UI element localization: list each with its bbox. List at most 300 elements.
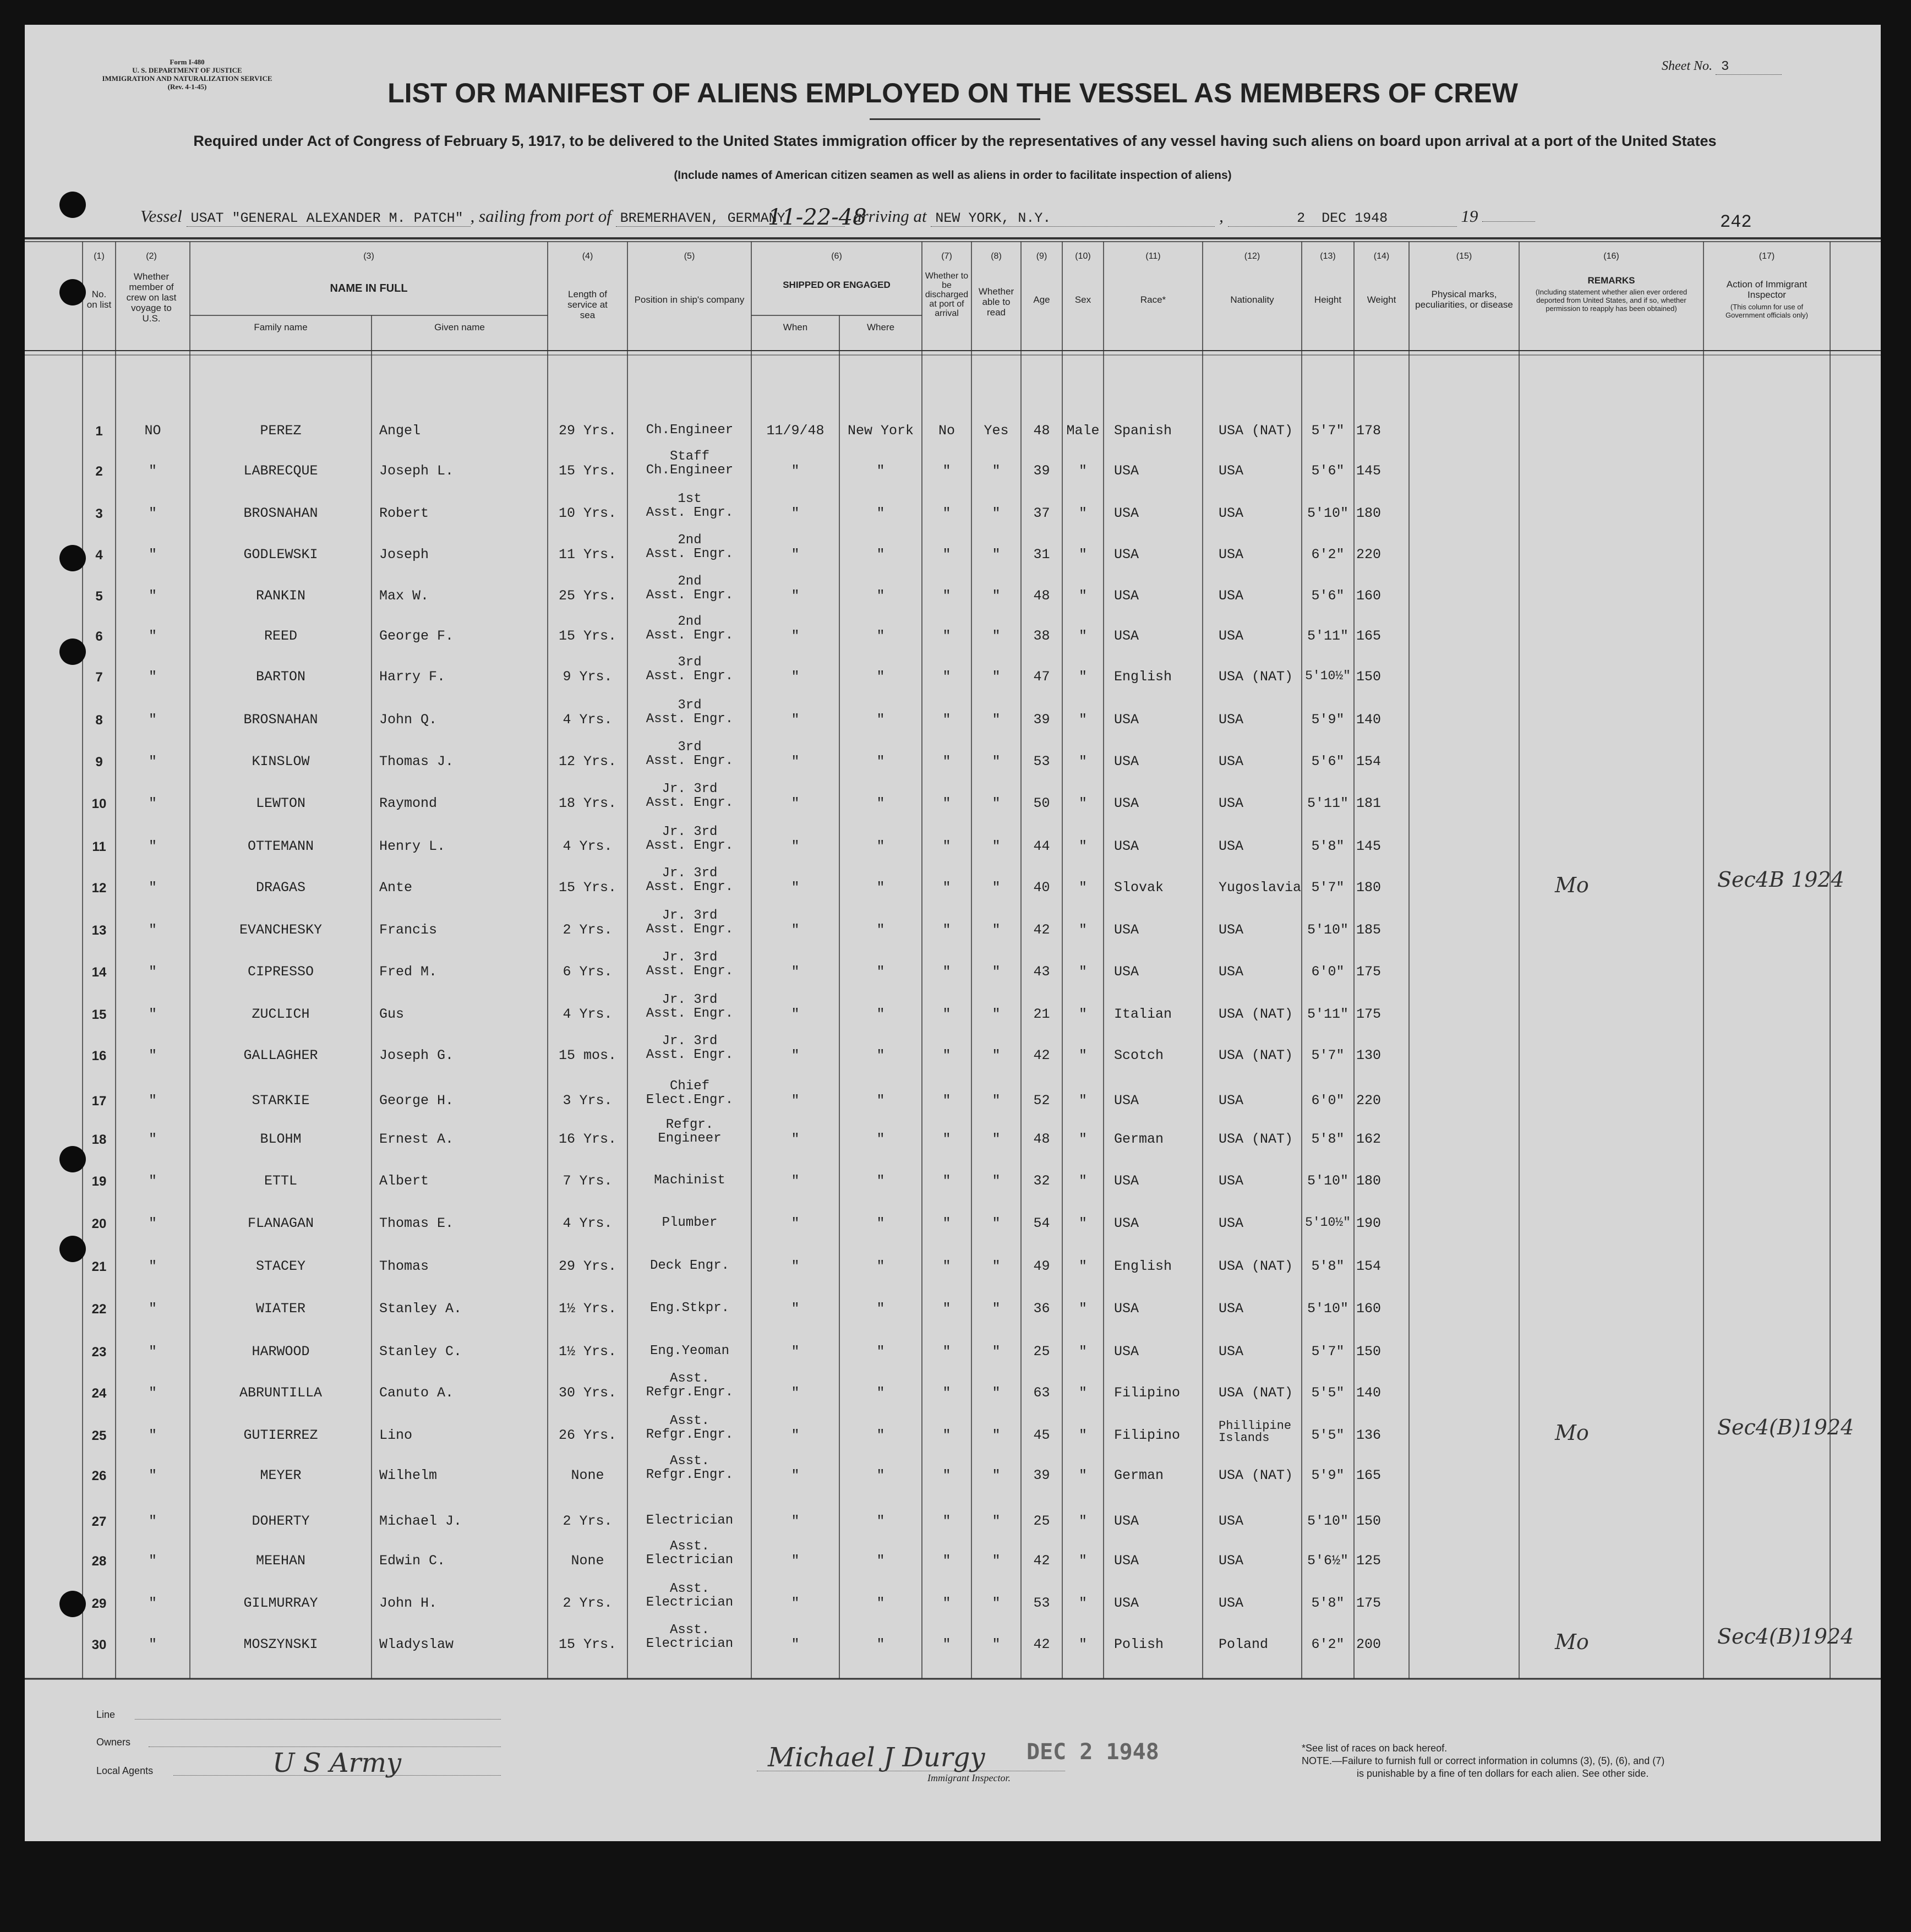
row-number: 19: [91, 1174, 107, 1189]
able-to-read-cell: ": [992, 922, 1001, 938]
service-length-cell: 11 Yrs.: [558, 547, 617, 563]
nationality-cell: USA: [1219, 1093, 1244, 1109]
race-cell: USA: [1114, 1344, 1139, 1360]
position-line: Asst. Engr.: [646, 505, 734, 520]
crew-last-voyage-cell: ": [148, 1006, 157, 1022]
height-cell: 5'10½": [1305, 669, 1351, 683]
crew-last-voyage-cell: ": [148, 505, 157, 521]
shipped-where-cell: ": [876, 1173, 885, 1189]
discharged-cell: ": [942, 1595, 951, 1611]
nationality-cell: USA: [1219, 547, 1244, 563]
nationality-cell: USA (NAT): [1219, 669, 1293, 685]
discharged-cell: ": [942, 1385, 951, 1401]
revision: (Rev. 4-1-45): [167, 83, 207, 91]
height-cell: 5'6": [1311, 463, 1345, 479]
shipped-where-cell: ": [876, 712, 885, 728]
crew-last-voyage-cell: ": [148, 669, 157, 685]
position-line: Ch.Engineer: [646, 463, 734, 478]
discharged-cell: ": [942, 1553, 951, 1569]
race-cell: Slovak: [1114, 880, 1164, 896]
crew-last-voyage-cell: ": [148, 1301, 157, 1317]
sex-cell: ": [1078, 1385, 1087, 1401]
height-cell: 5'5": [1311, 1427, 1345, 1443]
family-name-cell: GALLAGHER: [243, 1047, 318, 1063]
sheet-value: 3: [1716, 59, 1782, 75]
position-cell: [629, 951, 751, 978]
sex-cell: ": [1078, 964, 1087, 980]
able-to-read-cell: ": [992, 1131, 1001, 1147]
service-length-cell: 10 Yrs.: [558, 505, 617, 521]
shipped-when-cell: ": [791, 1344, 800, 1360]
given-name-cell: Raymond: [379, 795, 438, 811]
position-cell: [629, 1202, 751, 1230]
shipped-where-cell: ": [876, 588, 885, 604]
shipped-when-cell: ": [791, 922, 800, 938]
sex-cell: ": [1078, 1595, 1087, 1611]
crew-last-voyage-cell: ": [148, 838, 157, 854]
col-label-6: SHIPPED OR ENGAGED: [783, 280, 891, 290]
discharged-cell: ": [942, 795, 951, 811]
family-name-cell: LABRECQUE: [243, 463, 318, 479]
service-length-cell: 2 Yrs.: [563, 1513, 613, 1529]
shipped-when-cell: 11/9/48: [766, 423, 825, 439]
col-label-given: Given name: [434, 322, 485, 332]
position-line: Jr. 3rd: [662, 866, 718, 881]
service-length-cell: 1½ Yrs.: [558, 1344, 617, 1360]
family-name-cell: BROSNAHAN: [243, 505, 318, 521]
height-cell: 5'7": [1311, 1047, 1345, 1063]
service-length-cell: 16 Yrs.: [558, 1131, 617, 1147]
position-cell: [629, 533, 751, 561]
age-cell: 40: [1033, 880, 1050, 896]
subtitle-note: (Include names of American citizen seamen as well as aliens in order to facilitate inspection of aliens): [674, 169, 1232, 182]
position-line: Refgr.Engr.: [646, 1385, 734, 1400]
position-cell: [629, 615, 751, 642]
able-to-read-cell: ": [992, 1258, 1001, 1274]
crew-last-voyage-cell: ": [148, 1513, 157, 1529]
row-number: 6: [95, 629, 103, 644]
height-cell: 5'7": [1311, 880, 1345, 896]
family-name-cell: ETTL: [264, 1173, 297, 1189]
race-cell: USA: [1114, 795, 1139, 811]
family-name-cell: BLOHM: [260, 1131, 302, 1147]
family-name-cell: BARTON: [255, 669, 305, 685]
weight-cell: 185: [1356, 922, 1382, 938]
position-line: 3rd: [678, 740, 702, 755]
shipped-when-cell: ": [791, 547, 800, 563]
position-line: Electrician: [646, 1553, 734, 1568]
position-cell: [629, 1454, 751, 1482]
service-length-cell: 4 Yrs.: [563, 838, 613, 854]
crew-last-voyage-cell: ": [148, 795, 157, 811]
position-line: 3rd: [678, 698, 702, 713]
position-line: Elect.Engr.: [646, 1093, 734, 1107]
position-line: Electrician: [646, 1595, 734, 1610]
weight-cell: 140: [1356, 712, 1382, 728]
service-length-cell: 2 Yrs.: [563, 1595, 613, 1611]
age-cell: 42: [1033, 1636, 1050, 1652]
row-number: 17: [91, 1094, 107, 1109]
row-number: 14: [91, 965, 107, 980]
nationality-cell: USA (NAT): [1219, 1047, 1293, 1063]
height-cell: 5'9": [1311, 1467, 1345, 1483]
note-races: *See list of races on back hereof.: [1302, 1743, 1448, 1754]
position-cell: [629, 1287, 751, 1315]
position-line: Eng.Stkpr.: [649, 1301, 730, 1316]
position-line: Asst.: [669, 1581, 709, 1596]
race-cell: USA: [1114, 463, 1139, 479]
family-name-cell: LEWTON: [255, 795, 305, 811]
row-number: 24: [91, 1386, 107, 1401]
race-cell: USA: [1114, 1553, 1139, 1569]
sex-cell: ": [1078, 1636, 1087, 1652]
height-cell: 5'5": [1311, 1385, 1345, 1401]
position-line: Asst. Engr.: [646, 669, 734, 684]
race-cell: English: [1114, 669, 1172, 685]
discharged-cell: ": [942, 1467, 951, 1483]
family-name-cell: MEYER: [260, 1467, 302, 1483]
discharged-cell: ": [942, 880, 951, 896]
race-cell: USA: [1114, 838, 1139, 854]
col-label-15: Physical marks, peculiarities, or disease: [1415, 289, 1513, 310]
race-cell: USA: [1114, 1513, 1139, 1529]
height-cell: 5'10": [1307, 1173, 1348, 1189]
col-num-13: (13): [1320, 252, 1336, 261]
arrival-month-year: DEC 1948: [1322, 210, 1388, 226]
service-length-cell: 4 Yrs.: [563, 712, 613, 728]
manifest-sheet: [25, 25, 1881, 1841]
nationality-cell: USA: [1219, 505, 1244, 521]
sex-cell: ": [1078, 795, 1087, 811]
punch-hole: [59, 1236, 86, 1262]
col-label-where: Where: [866, 322, 895, 332]
given-name-cell: Fred M.: [379, 964, 438, 980]
row-number: 11: [92, 839, 106, 854]
row-number: 9: [95, 755, 103, 769]
shipped-where-cell: ": [876, 1636, 885, 1652]
crew-last-voyage-cell: ": [148, 463, 157, 479]
col-num-16: (16): [1603, 252, 1619, 261]
able-to-read-cell: ": [992, 1344, 1001, 1360]
discharged-cell: ": [942, 922, 951, 938]
age-cell: 42: [1033, 1047, 1050, 1063]
age-cell: 53: [1033, 754, 1050, 769]
nationality-cell: Poland: [1219, 1636, 1269, 1652]
col-label-14: Weight: [1367, 294, 1396, 305]
position-cell: [629, 1118, 751, 1145]
row-number: 8: [95, 713, 103, 728]
position-cell: [629, 825, 751, 853]
able-to-read-cell: ": [992, 628, 1001, 644]
col-label-1: No. on list: [86, 289, 112, 310]
sex-cell: ": [1078, 669, 1087, 685]
age-cell: 54: [1033, 1215, 1050, 1231]
age-cell: 43: [1033, 964, 1050, 980]
shipped-where-cell: ": [876, 1467, 885, 1483]
position-line: Asst. Engr.: [646, 964, 734, 979]
sex-cell: ": [1078, 1006, 1087, 1022]
able-to-read-cell: ": [992, 1385, 1001, 1401]
sex-cell: ": [1078, 838, 1087, 854]
service: IMMIGRATION AND NATURALIZATION SERVICE: [102, 74, 272, 83]
col-label-16: REMARKS: [1587, 275, 1635, 286]
date-stamp: DEC 2 1948: [1027, 1739, 1159, 1765]
col-label-12: Nationality: [1230, 294, 1274, 305]
family-name-cell: HARWOOD: [252, 1344, 310, 1360]
row-number: 16: [91, 1049, 107, 1063]
crew-last-voyage-cell: ": [148, 1636, 157, 1652]
crew-last-voyage-cell: ": [148, 922, 157, 938]
family-name-cell: DRAGAS: [255, 880, 305, 896]
age-cell: 63: [1033, 1385, 1050, 1401]
service-length-cell: 3 Yrs.: [563, 1093, 613, 1109]
position-line: Eng.Yeoman: [649, 1344, 730, 1358]
race-cell: German: [1114, 1131, 1164, 1147]
age-cell: 38: [1033, 628, 1050, 644]
position-cell: [629, 740, 751, 768]
service-length-cell: 15 Yrs.: [558, 463, 617, 479]
shipped-where-cell: ": [876, 838, 885, 854]
nationality-cell: USA: [1219, 463, 1244, 479]
given-name-cell: Joseph: [379, 547, 429, 563]
nationality-cell: USA: [1219, 795, 1244, 811]
row-number: 12: [91, 881, 107, 896]
page-title: LIST OR MANIFEST OF ALIENS EMPLOYED ON THE VESSEL AS MEMBERS OF CREW: [387, 78, 1518, 108]
crew-last-voyage-cell: ": [148, 964, 157, 980]
height-cell: 5'11": [1307, 628, 1348, 644]
nationality-cell: USA: [1219, 1173, 1244, 1189]
crew-last-voyage-cell: ": [148, 1173, 157, 1189]
weight-cell: 136: [1356, 1427, 1382, 1443]
given-name-cell: Max W.: [379, 588, 429, 604]
given-name-cell: Canuto A.: [379, 1385, 454, 1401]
height-cell: 6'0": [1311, 964, 1345, 980]
height-cell: 5'7": [1311, 1344, 1345, 1360]
vessel-label: Vessel: [140, 206, 182, 226]
able-to-read-cell: ": [992, 964, 1001, 980]
service-length-cell: 18 Yrs.: [558, 795, 617, 811]
discharged-cell: ": [942, 628, 951, 644]
position-line: Asst.: [669, 1454, 709, 1469]
position-cell: [629, 1160, 751, 1187]
position-line: 2nd: [678, 614, 702, 629]
discharged-cell: ": [942, 1173, 951, 1189]
punch-hole: [59, 1591, 86, 1617]
note-penalty: NOTE.—Failure to furnish full or correct information in columns (3), (5), (6), and (7): [1302, 1755, 1665, 1766]
nationality-cell: USA: [1219, 1215, 1244, 1231]
crew-last-voyage-cell: ": [148, 1258, 157, 1274]
col-label-10: Sex: [1074, 294, 1091, 305]
col-num-14: (14): [1373, 252, 1390, 261]
shipped-when-cell: ": [791, 1427, 800, 1443]
service-length-cell: 1½ Yrs.: [558, 1301, 617, 1317]
race-cell: USA: [1114, 547, 1139, 563]
inspector-action-handwritten: Sec4(B)1924: [1717, 1624, 1854, 1649]
family-name-cell: STARKIE: [252, 1093, 310, 1109]
position-line: Asst.: [669, 1539, 709, 1554]
sex-cell: ": [1078, 1047, 1087, 1063]
height-cell: 5'11": [1307, 795, 1348, 811]
discharged-cell: ": [942, 547, 951, 563]
sex-cell: ": [1078, 922, 1087, 938]
arriving-label: , arriving at: [844, 206, 927, 226]
row-number: 29: [91, 1596, 107, 1611]
inspector-action-handwritten: Sec4B 1924: [1717, 867, 1844, 892]
given-name-cell: Joseph L.: [379, 463, 454, 479]
able-to-read-cell: ": [992, 1427, 1001, 1443]
shipped-when-cell: ": [791, 964, 800, 980]
height-cell: 6'0": [1311, 1093, 1345, 1109]
inspector-action-handwritten: Sec4(B)1924: [1717, 1415, 1854, 1439]
position-line: Jr. 3rd: [662, 908, 718, 923]
punch-hole: [59, 279, 86, 305]
able-to-read-cell: Yes: [984, 423, 1009, 439]
nationality-cell: USA: [1219, 922, 1244, 938]
shipped-when-cell: ": [791, 1131, 800, 1147]
able-to-read-cell: ": [992, 505, 1001, 521]
discharged-cell: ": [942, 588, 951, 604]
col-label-13: Height: [1314, 294, 1342, 305]
shipped-where-cell: ": [876, 628, 885, 644]
given-name-cell: Edwin C.: [379, 1553, 446, 1569]
shipped-when-cell: ": [791, 1093, 800, 1109]
shipped-when-cell: ": [791, 1258, 800, 1274]
row-number: 21: [91, 1259, 107, 1274]
height-cell: 5'10": [1307, 1513, 1348, 1529]
position-line: Engineer: [658, 1131, 722, 1146]
shipped-when-cell: ": [791, 838, 800, 854]
age-cell: 50: [1033, 795, 1050, 811]
crew-last-voyage-cell: NO: [144, 423, 161, 439]
able-to-read-cell: ": [992, 669, 1001, 685]
shipped-where-cell: ": [876, 795, 885, 811]
nationality-cell: USA: [1219, 588, 1244, 604]
height-cell: 5'10½": [1305, 1215, 1351, 1230]
department: U. S. DEPARTMENT OF JUSTICE: [132, 66, 242, 74]
service-length-cell: 4 Yrs.: [563, 1006, 613, 1022]
given-name-cell: Gus: [379, 1006, 405, 1022]
shipped-when-cell: ": [791, 1173, 800, 1189]
sex-cell: ": [1078, 754, 1087, 769]
discharged-cell: ": [942, 754, 951, 769]
service-length-cell: 26 Yrs.: [558, 1427, 617, 1443]
service-length-cell: None: [571, 1553, 604, 1569]
position-cell: [629, 575, 751, 602]
race-cell: USA: [1114, 1173, 1139, 1189]
position-line: Staff: [669, 449, 709, 464]
position-line: [629, 410, 751, 423]
able-to-read-cell: ": [992, 1636, 1001, 1652]
nationality-cell: USA: [1219, 838, 1244, 854]
shipped-when-cell: ": [791, 795, 800, 811]
able-to-read-cell: ": [992, 754, 1001, 769]
sex-cell: ": [1078, 1513, 1087, 1529]
col-num-2: (2): [146, 252, 157, 261]
position-cell: [629, 656, 751, 683]
col-num-7: (7): [941, 252, 952, 261]
able-to-read-cell: ": [992, 1173, 1001, 1189]
family-name-cell: REED: [264, 628, 297, 644]
shipped-when-cell: ": [791, 1467, 800, 1483]
given-name-cell: Joseph G.: [379, 1047, 454, 1063]
position-cell: [629, 1540, 751, 1567]
family-name-cell: STACEY: [255, 1258, 305, 1274]
shipped-where-cell: ": [876, 1513, 885, 1529]
age-cell: 36: [1033, 1301, 1050, 1317]
shipped-when-cell: ": [791, 712, 800, 728]
height-cell: 5'8": [1311, 1258, 1345, 1274]
age-cell: 49: [1033, 1258, 1050, 1274]
shipped-where-cell: ": [876, 964, 885, 980]
position-cell: [629, 1372, 751, 1399]
position-line: [629, 1160, 751, 1174]
position-cell: [629, 1330, 751, 1358]
family-name-cell: GUTIERREZ: [243, 1427, 318, 1443]
position-line: Jr. 3rd: [662, 825, 718, 839]
position-line: Asst. Engr.: [646, 1047, 734, 1062]
year-prefix: 19: [1461, 206, 1478, 226]
able-to-read-cell: ": [992, 712, 1001, 728]
position-line: Refgr.Engr.: [646, 1467, 734, 1482]
shipped-when-cell: ": [791, 1006, 800, 1022]
sex-cell: ": [1078, 1344, 1087, 1360]
col-label-family: Family name: [254, 322, 308, 332]
row-number: 1: [95, 424, 103, 439]
position-line: Chief: [669, 1079, 709, 1094]
age-cell: 42: [1033, 922, 1050, 938]
nationality-cell: USA (NAT): [1219, 1467, 1293, 1483]
shipped-when-cell: ": [791, 669, 800, 685]
shipped-when-cell: ": [791, 505, 800, 521]
position-cell: [629, 866, 751, 894]
family-name-cell: GILMURRAY: [243, 1595, 318, 1611]
crew-last-voyage-cell: ": [148, 880, 157, 896]
remarks-handwritten: Mo: [1555, 873, 1589, 897]
position-line: Asst.: [669, 1371, 709, 1386]
sex-cell: ": [1078, 505, 1087, 521]
shipped-where-cell: ": [876, 463, 885, 479]
height-cell: 5'8": [1311, 838, 1345, 854]
col-num-12: (12): [1244, 252, 1260, 261]
race-cell: Spanish: [1114, 423, 1172, 439]
inspector-signature: Michael J Durgy: [768, 1742, 985, 1773]
race-cell: German: [1114, 1467, 1164, 1483]
able-to-read-cell: ": [992, 463, 1001, 479]
age-cell: 39: [1033, 1467, 1050, 1483]
given-name-cell: Wladyslaw: [379, 1636, 454, 1652]
service-length-cell: 29 Yrs.: [558, 423, 617, 439]
height-cell: 5'11": [1307, 1006, 1348, 1022]
shipped-when-cell: ": [791, 1636, 800, 1652]
nationality-cell: Phillipine Islands: [1219, 1419, 1292, 1445]
position-cell: [629, 492, 751, 520]
weight-cell: 160: [1356, 1301, 1382, 1317]
punch-hole: [59, 638, 86, 665]
shipped-where-cell: ": [876, 1344, 885, 1360]
position-line: Jr. 3rd: [662, 782, 718, 796]
nationality-cell: USA (NAT): [1219, 423, 1293, 439]
row-number: 7: [95, 670, 103, 685]
discharged-cell: ": [942, 505, 951, 521]
race-cell: USA: [1114, 505, 1139, 521]
weight-cell: 180: [1356, 880, 1382, 896]
service-length-cell: 29 Yrs.: [558, 1258, 617, 1274]
col-num-8: (8): [991, 252, 1002, 261]
col-num-4: (4): [582, 252, 593, 261]
able-to-read-cell: ": [992, 1595, 1001, 1611]
position-cell: [629, 1582, 751, 1609]
race-cell: USA: [1114, 1093, 1139, 1109]
